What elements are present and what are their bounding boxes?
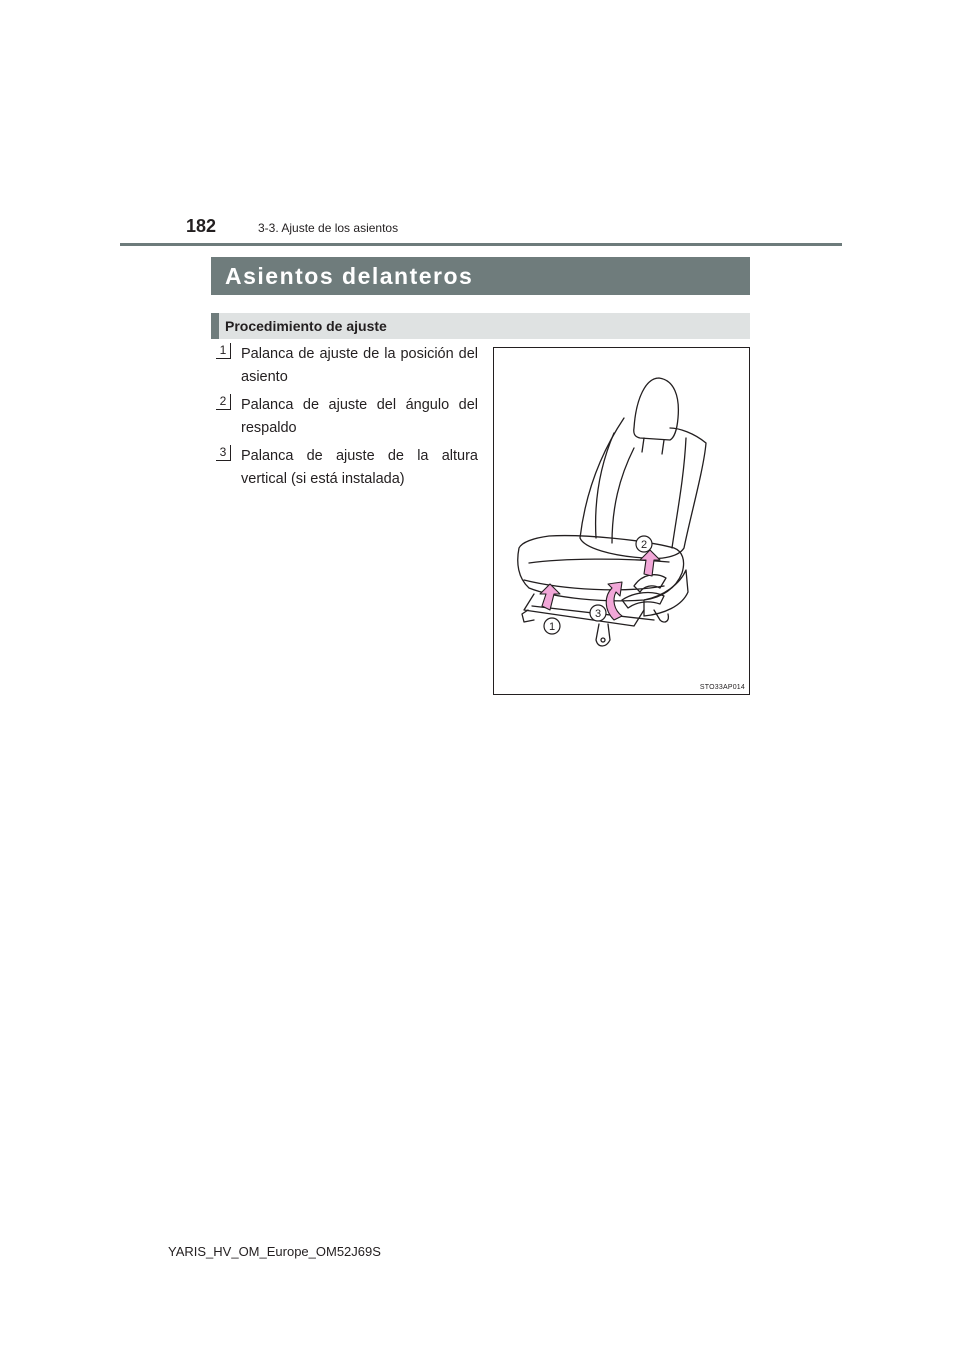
foot-bolt	[601, 638, 605, 642]
seat-rail	[524, 594, 654, 626]
headrest-outline	[634, 378, 679, 440]
callout-2: 2	[640, 539, 648, 551]
seat-drawing	[494, 348, 749, 694]
step-item	[216, 343, 478, 389]
seat-foot-rear	[654, 610, 668, 622]
arrow-1	[540, 584, 560, 610]
step-item	[216, 445, 478, 491]
figure-code: STO33AP014	[699, 684, 745, 691]
callout-1: 1	[548, 621, 556, 633]
seat-illustration	[493, 347, 750, 695]
callout-3: 3	[594, 608, 602, 620]
step-text: Palanca de ajuste del ángulo del respaldo	[241, 397, 478, 436]
page-number: 182	[186, 216, 217, 236]
section-title: Asientos delanteros	[211, 257, 750, 295]
step-number: 2	[216, 394, 231, 410]
backrest-bolster	[612, 448, 634, 543]
footer-document-id: YARIS_HV_OM_Europe_OM52J69S	[168, 1244, 381, 1259]
step-text: Palanca de ajuste de la posición del asiento	[241, 346, 478, 385]
header-rule	[120, 243, 842, 246]
step-item	[216, 394, 478, 440]
subheading: Procedimiento de ajuste	[211, 313, 750, 339]
step-number: 1	[216, 343, 231, 359]
headrest-post	[642, 438, 664, 454]
section-reference: 3-3. Ajuste de los asientos	[258, 221, 399, 235]
arrow-2	[640, 550, 660, 576]
backrest-seam	[596, 433, 614, 538]
seat-foot-front	[596, 624, 610, 646]
step-list	[216, 343, 478, 496]
step-number: 3	[216, 445, 231, 461]
step-text: Palanca de ajuste de la altura vertical (si está instalada)	[241, 448, 478, 487]
backrest-seam-right	[672, 438, 686, 548]
